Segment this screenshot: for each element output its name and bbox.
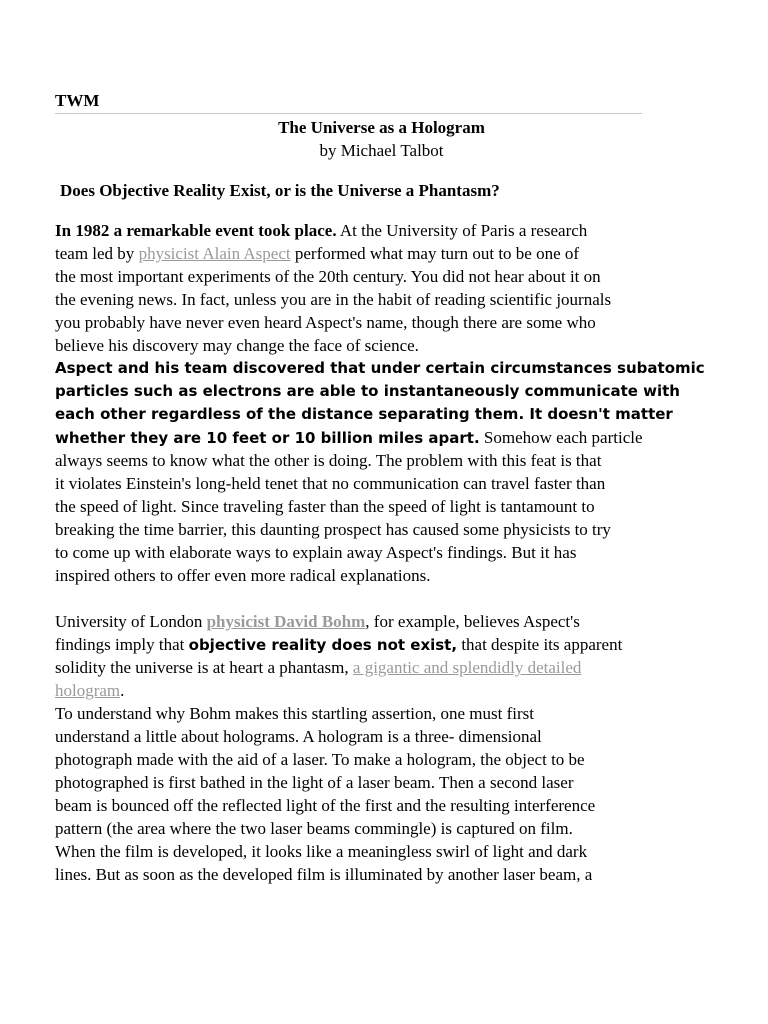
- text: performed what may turn out to be one of: [290, 244, 580, 263]
- text-line: [55, 656, 715, 679]
- text-line: you probably have never even heard Aspect's name, though there are some who: [55, 313, 596, 332]
- text-line: [55, 426, 715, 449]
- bold-text-line: each other regardless of the distance separating them. It doesn't matter: [55, 405, 673, 423]
- link-hologram-continued[interactable]: hologram: [55, 681, 121, 700]
- text-line: it violates Einstein's long-held tenet that no communication can travel faster than: [55, 474, 606, 493]
- text-line: When the film is developed, it looks like a meaningless swirl of light and dark: [55, 842, 588, 861]
- bold-text-line: Aspect and his team discovered that under certain circumstances subatomic: [55, 359, 705, 377]
- text-line: believe his discovery may change the face of science.: [55, 336, 419, 355]
- link-alain-aspect[interactable]: physicist Alain Aspect: [138, 244, 291, 263]
- paragraph-1: [55, 219, 715, 587]
- text: Somehow each particle: [479, 428, 643, 447]
- text-line: [55, 610, 715, 633]
- link-hologram[interactable]: a gigantic and splendidly detailed: [352, 658, 582, 677]
- article-title: The Universe as a Hologram: [278, 118, 485, 137]
- text-line: [55, 679, 715, 702]
- text-line: pattern (the area where the two laser beams commingle) is captured on film.: [55, 819, 573, 838]
- text-line: photographed is first bathed in the light of a laser beam. Then a second laser: [55, 773, 574, 792]
- text: findings imply that: [55, 635, 189, 654]
- text-line: understand a little about holograms. A hologram is a three- dimensional: [55, 727, 542, 746]
- text-line: [55, 633, 715, 656]
- text: .: [120, 681, 125, 700]
- text-line: inspired others to offer even more radical explanations.: [55, 566, 431, 585]
- bold-text-line: particles such as electrons are able to instantaneously communicate with: [55, 382, 680, 400]
- text-line: lines. But as soon as the developed film is illuminated by another laser beam, a: [55, 865, 593, 884]
- text-line: beam is bounced off the reflected light of the first and the resulting interference: [55, 796, 596, 815]
- text: solidity the universe is at heart a phantasm,: [55, 658, 353, 677]
- article-byline: by Michael Talbot: [319, 141, 444, 160]
- text: At the University of Paris a research: [336, 221, 588, 240]
- text-line: the speed of light. Since traveling faster than the speed of light is tantamount to: [55, 497, 595, 516]
- text: , for example, believes Aspect's: [365, 612, 580, 631]
- text-line: To understand why Bohm makes this startling assertion, one must first: [55, 704, 535, 723]
- bold-text: whether they are 10 feet or 10 billion miles apart.: [55, 429, 480, 447]
- text-line: [55, 219, 715, 242]
- text-line: always seems to know what the other is doing. The problem with this feat is that: [55, 451, 602, 470]
- header-divider: [55, 113, 642, 114]
- article-subtitle: Does Objective Reality Exist, or is the Universe a Phantasm?: [60, 181, 500, 200]
- text: team led by: [55, 244, 139, 263]
- header-label: TWM: [55, 91, 100, 110]
- text-line: the evening news. In fact, unless you are in the habit of reading scientific journals: [55, 290, 612, 309]
- text: University of London: [55, 612, 207, 631]
- paragraph-2: [55, 610, 715, 886]
- text: that despite its apparent: [457, 635, 623, 654]
- text-line: the most important experiments of the 20th century. You did not hear about it on: [55, 267, 601, 286]
- link-david-bohm[interactable]: physicist David Bohm: [206, 612, 366, 631]
- text-line: [55, 242, 715, 265]
- text-line: breaking the time barrier, this daunting prospect has caused some physicists to try: [55, 520, 611, 539]
- bold-text: objective reality does not exist,: [188, 636, 458, 654]
- text-line: photograph made with the aid of a laser. To make a hologram, the object to be: [55, 750, 585, 769]
- text-line: to come up with elaborate ways to explain away Aspect's findings. But it has: [55, 543, 577, 562]
- bold-text: In 1982 a remarkable event took place.: [55, 221, 337, 240]
